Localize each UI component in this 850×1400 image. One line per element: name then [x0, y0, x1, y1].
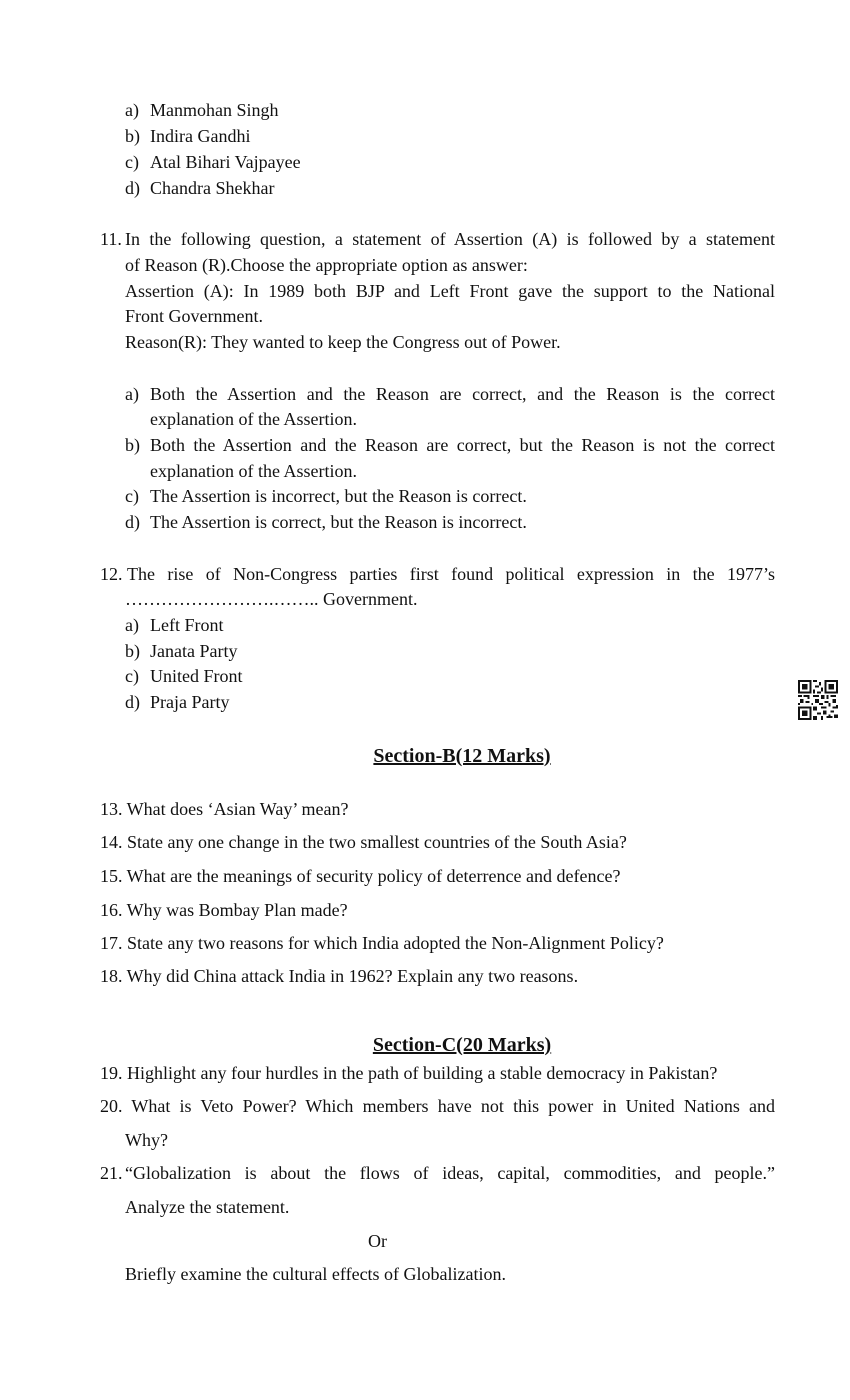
- option-text: Left Front: [150, 615, 224, 635]
- option-text: United Front: [150, 666, 243, 686]
- q11-option-b-label: b): [125, 435, 140, 455]
- option-label: d): [125, 692, 140, 712]
- q20-line1: 20. What is Veto Power? Which members have not this power in United Nations and: [100, 1096, 775, 1116]
- q11-option-b-line2: explanation of the Assertion.: [150, 461, 357, 481]
- q21-line2: Analyze the statement.: [125, 1197, 290, 1217]
- q17: 17. State any two reasons for which India adopted the Non-Alignment Policy?: [100, 933, 664, 953]
- option-text: Janata Party: [150, 641, 238, 661]
- q12-option-a: [125, 615, 224, 636]
- option-text: The Assertion is incorrect, but the Reason is correct.: [150, 486, 527, 506]
- q11-option-c: [125, 486, 527, 507]
- option-text: The Assertion is correct, but the Reason is incorrect.: [150, 512, 527, 532]
- q11-option-a-label: a): [125, 384, 139, 404]
- q11-reason: Reason(R): They wanted to keep the Congress out of Power.: [125, 332, 561, 352]
- q10-option-d: [125, 178, 274, 199]
- q21-number: 21.: [100, 1163, 123, 1183]
- q20-line2: Why?: [125, 1130, 168, 1150]
- option-label: c): [125, 666, 139, 686]
- option-text: Manmohan Singh: [150, 100, 279, 120]
- option-text: Praja Party: [150, 692, 230, 712]
- q12-number: 12.: [100, 564, 123, 584]
- q13: 13. What does ‘Asian Way’ mean?: [100, 799, 349, 819]
- q14: 14. State any one change in the two smallest countries of the South Asia?: [100, 832, 627, 852]
- option-label: d): [125, 178, 140, 198]
- q11-line1: In the following question, a statement of Assertion (A) is followed by a statement: [125, 229, 775, 249]
- q12-line2: …………………….…….. Government.: [125, 589, 418, 609]
- or-separator: Or: [368, 1231, 387, 1251]
- section-c-heading: Section-C(20 Marks): [372, 1034, 552, 1056]
- q11-number: 11.: [100, 229, 122, 249]
- option-label: a): [125, 615, 139, 635]
- q21-alternative: Briefly examine the cultural effects of Globalization.: [125, 1264, 507, 1284]
- q11-option-b-line1: Both the Assertion and the Reason are correct, but the Reason is not the correct: [150, 435, 775, 455]
- option-text: Atal Bihari Vajpayee: [150, 152, 301, 172]
- q18: 18. Why did China attack India in 1962? Explain any two reasons.: [100, 966, 579, 986]
- q10-option-a: [125, 100, 279, 121]
- q12-line1: The rise of Non-Congress parties first found political expression in the 1977’s: [127, 564, 775, 584]
- q10-option-c: [125, 152, 301, 173]
- qr-code-icon: [798, 680, 838, 720]
- q15: 15. What are the meanings of security policy of deterrence and defence?: [100, 866, 621, 886]
- option-label: a): [125, 100, 139, 120]
- q11-assertion-line2: Front Government.: [125, 306, 263, 326]
- q12-option-d: [125, 692, 229, 713]
- q11-option-a-line1: Both the Assertion and the Reason are correct, and the Reason is the correct: [150, 384, 775, 404]
- option-label: b): [125, 641, 140, 661]
- option-label: d): [125, 512, 140, 532]
- option-label: c): [125, 152, 139, 172]
- q16: 16. Why was Bombay Plan made?: [100, 900, 348, 920]
- option-label: b): [125, 126, 140, 146]
- q11-option-d: [125, 512, 527, 533]
- q11-line2: of Reason (R).Choose the appropriate option as answer:: [125, 255, 528, 275]
- q21-line1: “Globalization is about the flows of ideas, capital, commodities, and people.”: [125, 1163, 775, 1183]
- option-label: c): [125, 486, 139, 506]
- option-text: Chandra Shekhar: [150, 178, 275, 198]
- q12-option-b: [125, 641, 237, 662]
- q11-option-a-line2: explanation of the Assertion.: [150, 409, 357, 429]
- q10-option-b: [125, 126, 250, 147]
- q12-option-c: [125, 666, 243, 687]
- option-text: Indira Gandhi: [150, 126, 251, 146]
- q11-assertion-line1: Assertion (A): In 1989 both BJP and Left Front gave the support to the National: [125, 281, 775, 301]
- section-b-heading: Section-B(12 Marks): [373, 745, 551, 767]
- q19: 19. Highlight any four hurdles in the path of building a stable democracy in Pakistan?: [100, 1063, 718, 1083]
